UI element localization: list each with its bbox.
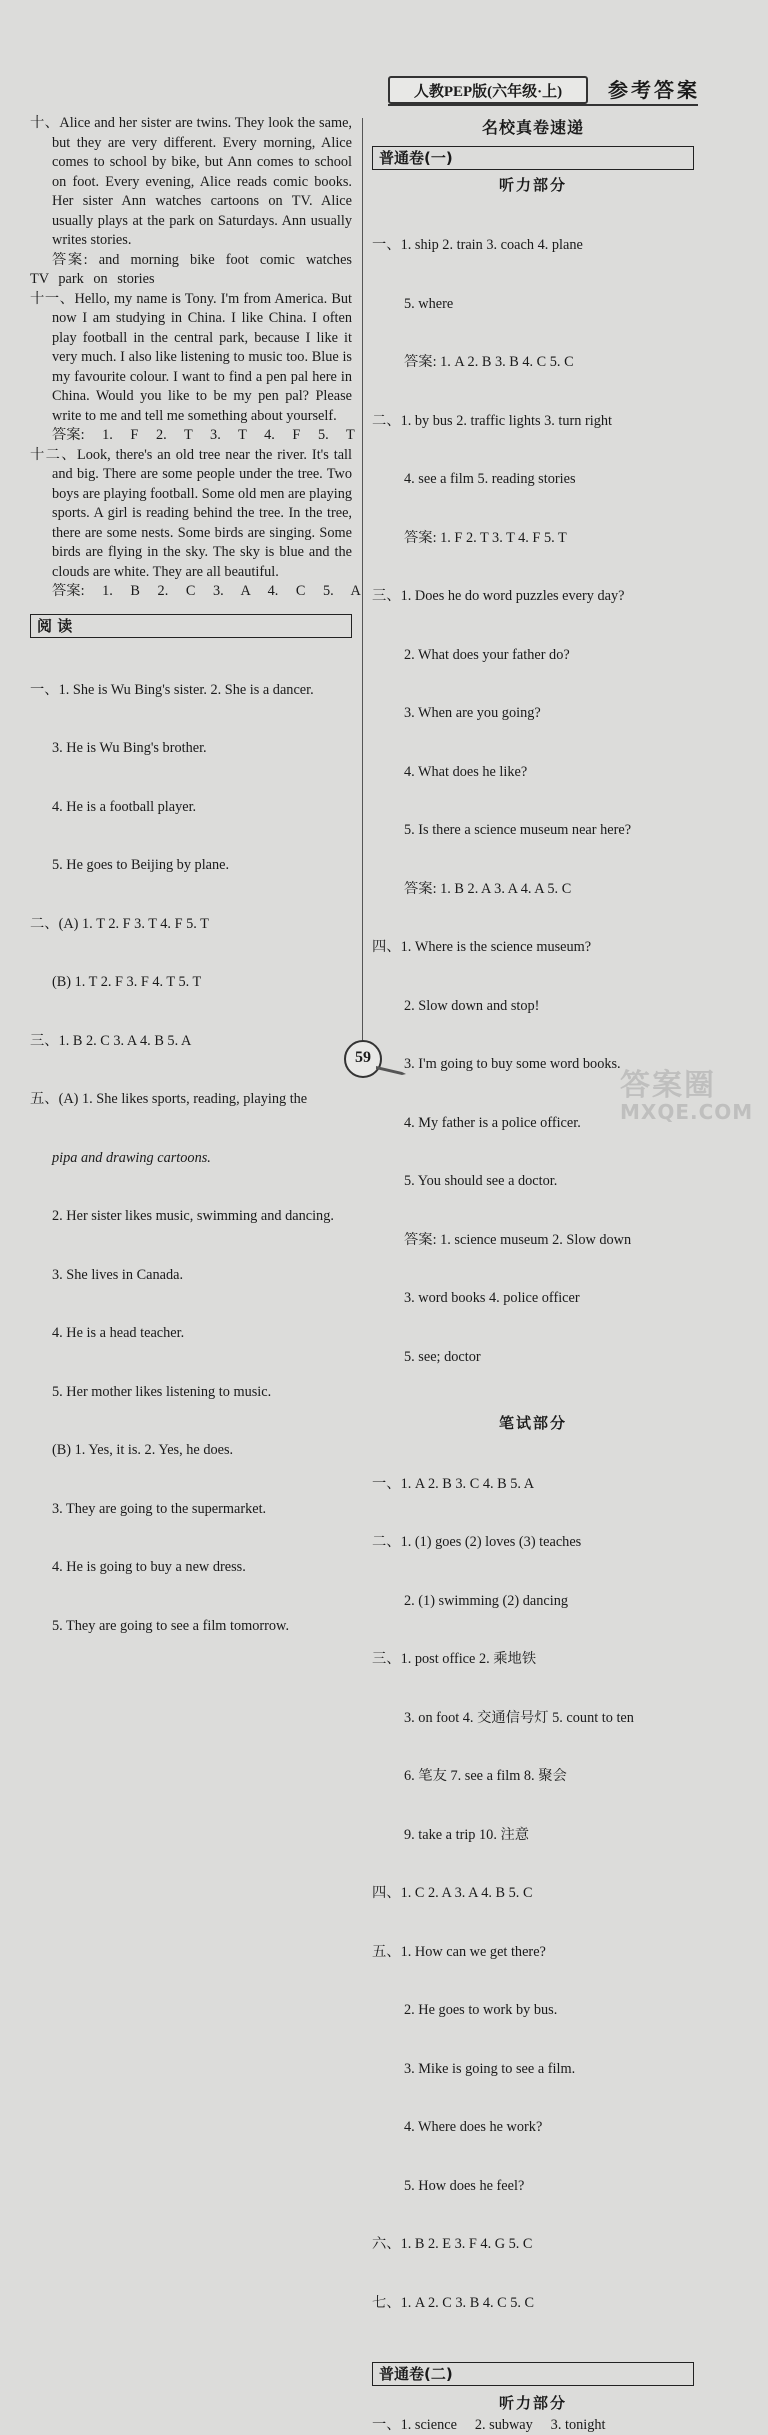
paper-2-line: 一、1. science 2. subway 3. tonight (372, 2416, 694, 2435)
right-column (372, 114, 694, 2435)
watermark-url: MXQE.COM (620, 1100, 753, 1124)
section-11-answer: 答案: 1. F 2. T 3. T 4. F 5. T (30, 426, 352, 446)
paper-2-box: 普通卷(二) (372, 2362, 694, 2386)
site-watermark (620, 1060, 753, 1124)
section-12-text: 十二、Look, there's an old tree near the river. It's tall and big. There are some people under the tree. Two boys are playing football. Some old men are playing sports. A girl is reading behind the tree. In the tree, there are some nests. Some birds are singing. Some birds are flying in the sky. The sky is blue and the clouds are white. They are all beautiful. (30, 446, 352, 583)
written-line: 2. He goes to work by bus. (372, 2001, 694, 2021)
listening-heading: 听力部分 (372, 176, 694, 196)
answer-page (0, 0, 768, 1124)
reading-line: 一、1. She is Wu Bing's sister. 2. She is a dancer. (30, 681, 352, 701)
written-line: 9. take a trip 10. 注意 (372, 1826, 694, 1846)
reading-answers (30, 642, 352, 1676)
page-number: 59 (344, 1040, 382, 1078)
reading-line: 五、(A) 1. She likes sports, reading, playing the (30, 1090, 352, 1110)
written-heading: 笔试部分 (372, 1414, 694, 1434)
listening-line: 3. I'm going to buy some word books. (372, 1055, 694, 1075)
reading-line: 3. They are going to the supermarket. (30, 1500, 352, 1520)
listening-line: 3. word books 4. police officer (372, 1289, 694, 1309)
written-answers (372, 1436, 694, 2353)
written-line: 二、1. (1) goes (2) loves (3) teaches (372, 1533, 694, 1553)
reading-line: 5. Her mother likes listening to music. (30, 1383, 352, 1403)
written-line: 一、1. A 2. B 3. C 4. B 5. A (372, 1475, 694, 1495)
listening-line: 答案: 1. science museum 2. Slow down (372, 1231, 694, 1251)
section-11-text: 十一、Hello, my name is Tony. I'm from America. But now I am studying in China. I like China. I often play football in the central park, because I like it very much. I also like listening to music too. Blue is my favourite colour. I want to find a pen pal here in China. Would you like to be my pen pal? Please write to me and tell me something about yourself. (30, 290, 352, 427)
reading-line: 4. He is going to buy a new dress. (30, 1558, 352, 1578)
listening-line: 4. My father is a police officer. (372, 1114, 694, 1134)
listening-line: 4. see a film 5. reading stories (372, 470, 694, 490)
edition-badge: 人教PEP版(六年级·上) (388, 76, 588, 104)
written-line: 五、1. How can we get there? (372, 1943, 694, 1963)
listening-line: 5. where (372, 295, 694, 315)
written-line: 2. (1) swimming (2) dancing (372, 1592, 694, 1612)
reading-line: 2. Her sister likes music, swimming and dancing. (30, 1207, 352, 1227)
listening-line: 5. Is there a science museum near here? (372, 821, 694, 841)
listening-line: 3. When are you going? (372, 704, 694, 724)
reading-line: 4. He is a head teacher. (30, 1324, 352, 1344)
reading-line: (B) 1. Yes, it is. 2. Yes, he does. (30, 1441, 352, 1461)
listening-line: 4. What does he like? (372, 763, 694, 783)
listening-line: 答案: 1. B 2. A 3. A 4. A 5. C (372, 880, 694, 900)
written-line: 5. How does he feel? (372, 2177, 694, 2197)
reading-line: 3. He is Wu Bing's brother. (30, 739, 352, 759)
listening-line: 答案: 1. A 2. B 3. B 4. C 5. C (372, 353, 694, 373)
reading-line: 3. She lives in Canada. (30, 1266, 352, 1286)
listening-answers (372, 197, 694, 1406)
written-line: 6. 笔友 7. see a film 8. 聚会 (372, 1767, 694, 1787)
listening-heading-2: 听力部分 (372, 2394, 694, 2414)
listening-line: 5. see; doctor (372, 1348, 694, 1368)
written-line: 七、1. A 2. C 3. B 4. C 5. C (372, 2294, 694, 2314)
listening-line: 三、1. Does he do word puzzles every day? (372, 587, 694, 607)
listening-line: 5. You should see a doctor. (372, 1172, 694, 1192)
section-10-answer: 答案: and morning bike foot comic watches TV park on stories (30, 251, 352, 290)
reading-line: 二、(A) 1. T 2. F 3. T 4. F 5. T (30, 915, 352, 935)
pen-icon (376, 1062, 408, 1076)
page-header-title: 参考答案 (608, 74, 700, 103)
reading-line: pipa and drawing cartoons. (30, 1149, 352, 1169)
written-line: 3. Mike is going to see a film. (372, 2060, 694, 2080)
reading-line: (B) 1. T 2. F 3. F 4. T 5. T (30, 973, 352, 993)
listening-line: 2. Slow down and stop! (372, 997, 694, 1017)
listening-line: 二、1. by bus 2. traffic lights 3. turn right (372, 412, 694, 432)
main-section-title: 名校真卷速递 (372, 118, 694, 138)
header-rule (388, 104, 698, 106)
column-divider (362, 118, 363, 1048)
written-line: 4. Where does he work? (372, 2118, 694, 2138)
reading-line: 5. He goes to Beijing by plane. (30, 856, 352, 876)
reading-line: 三、1. B 2. C 3. A 4. B 5. A (30, 1032, 352, 1052)
written-line: 三、1. post office 2. 乘地铁 (372, 1650, 694, 1670)
left-column (30, 114, 352, 1675)
written-line: 六、1. B 2. E 3. F 4. G 5. C (372, 2235, 694, 2255)
listening-line: 四、1. Where is the science museum? (372, 938, 694, 958)
written-line: 3. on foot 4. 交通信号灯 5. count to ten (372, 1709, 694, 1729)
reading-section-box: 阅 读 (30, 614, 352, 638)
watermark-logo-text: 答案圈 (620, 1060, 753, 1104)
section-10-text: 十、Alice and her sister are twins. They look the same, but they are very different. Every morning, Alice comes to school by bike, but Ann comes to school on foot. Every evening, Alice reads comic books. Her sister Ann watches cartoons on TV. Alice usually plays at the park on Saturdays. Ann usually writes stories. (30, 114, 352, 251)
listening-line: 2. What does your father do? (372, 646, 694, 666)
section-12-answer: 答案: 1. B 2. C 3. A 4. C 5. A (30, 582, 352, 602)
paper-1-box: 普通卷(一) (372, 146, 694, 170)
listening-line: 一、1. ship 2. train 3. coach 4. plane (372, 236, 694, 256)
reading-line: 4. He is a football player. (30, 798, 352, 818)
reading-line: 5. They are going to see a film tomorrow. (30, 1617, 352, 1637)
written-line: 四、1. C 2. A 3. A 4. B 5. C (372, 1884, 694, 1904)
listening-line: 答案: 1. F 2. T 3. T 4. F 5. T (372, 529, 694, 549)
